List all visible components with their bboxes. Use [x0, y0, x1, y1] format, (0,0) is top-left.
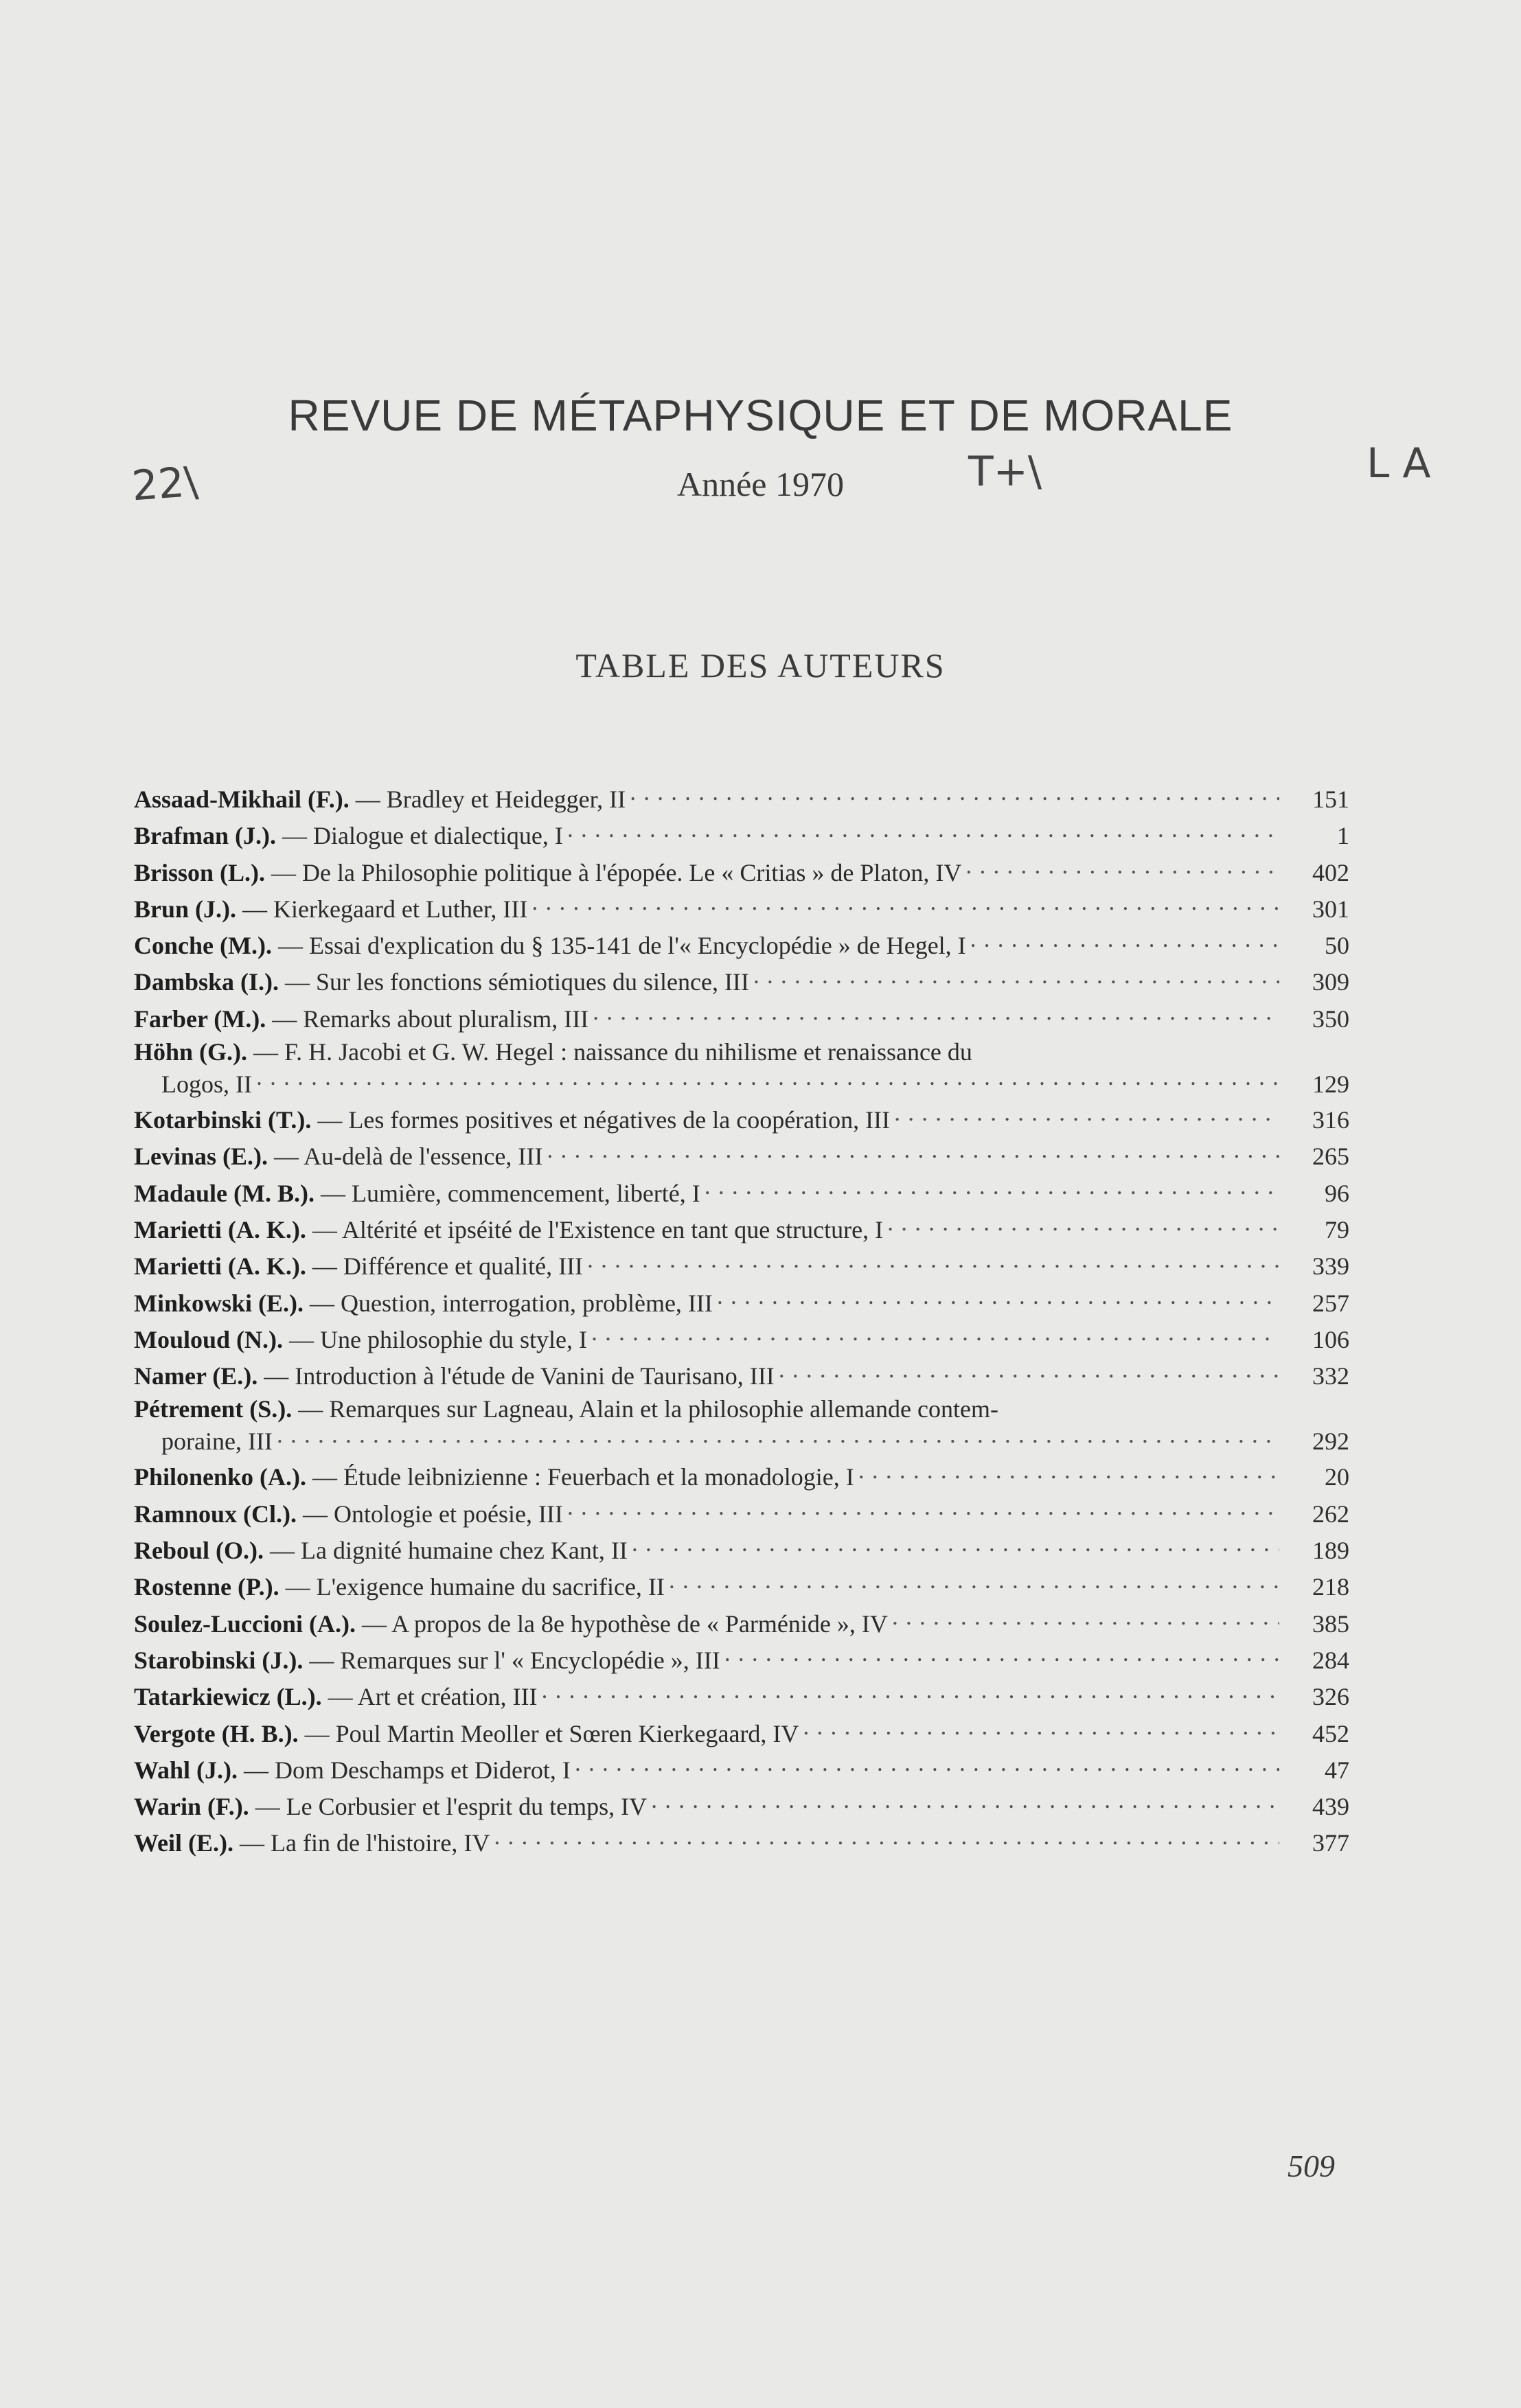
index-entry	[134, 891, 1349, 928]
entry-title: — Dialogue et dialectique, I	[282, 822, 563, 850]
index-entry	[134, 781, 1349, 818]
entry-author: Dambska (I.).	[134, 968, 279, 996]
index-entry	[134, 1001, 1349, 1037]
leader-dots	[630, 783, 1279, 807]
handwritten-note-left: 22\	[130, 457, 200, 511]
index-entry	[134, 1138, 1349, 1175]
entry-author: Ramnoux (Cl.).	[134, 1500, 297, 1528]
entry-author: Marietti (A. K.).	[134, 1252, 306, 1281]
index-entry	[134, 1679, 1349, 1715]
handwritten-note-right: L A	[1366, 439, 1431, 488]
leader-dots	[632, 1534, 1279, 1559]
entry-author: Warin (F.).	[134, 1793, 249, 1821]
entry-author: Farber (M.).	[134, 1005, 266, 1033]
entry-title: — Dom Deschamps et Diderot, I	[244, 1756, 571, 1784]
index-entry	[134, 1322, 1349, 1358]
entry-page: 106	[1312, 1325, 1349, 1353]
section-title: TABLE DES AUTEURS	[575, 646, 946, 685]
leader-dots	[803, 1717, 1279, 1742]
leader-dots	[651, 1790, 1279, 1815]
leader-dots	[567, 819, 1279, 844]
entry-title: — Les formes positives et négatives de la coopération, III	[317, 1106, 891, 1134]
entry-author: Namer (E.).	[134, 1362, 258, 1390]
index-entry	[134, 855, 1349, 891]
entry-title-continued: poraine, III	[161, 1427, 273, 1456]
entry-author: Pétrement (S.).	[134, 1395, 293, 1423]
entry-author: Weil (E.).	[134, 1829, 233, 1857]
entry-title: — La dignité humaine chez Kant, II	[270, 1537, 628, 1565]
entry-title: — Altérité et ipséité de l'Existence en tant que structure, I	[312, 1215, 884, 1243]
entry-title: — Le Corbusier et l'esprit du temps, IV	[255, 1793, 648, 1821]
entry-author: Brun (J.).	[134, 895, 237, 923]
year-label: Année 1970	[677, 465, 844, 503]
entry-title: — De la Philosophie politique à l'épopée. Le « Critias » de Platon, IV	[271, 858, 962, 886]
entry-title: — Ontologie et poésie, III	[303, 1500, 563, 1528]
entry-author: Madaule (M. B.).	[134, 1179, 315, 1207]
entry-title: — Remarques sur l' « Encyclopédie », III	[309, 1646, 720, 1674]
handwritten-note-middle: T+\	[968, 448, 1042, 496]
journal-title: REVUE DE MÉTAPHYSIQUE ET DE MORALE	[288, 391, 1233, 440]
entry-title: — La fin de l'histoire, IV	[239, 1829, 490, 1857]
leader-dots	[705, 1177, 1279, 1202]
entry-author: Höhn (G.).	[134, 1038, 248, 1066]
entry-page: 47	[1325, 1756, 1349, 1784]
entry-title: — Étude leibnizienne : Feuerbach et la monadologie, I	[312, 1463, 854, 1491]
entry-author: Reboul (O.).	[134, 1537, 264, 1565]
entry-title: — F. H. Jacobi et G. W. Hegel : naissance du nihilisme et renaissance du	[253, 1038, 972, 1066]
index-entry	[134, 1037, 1349, 1102]
entry-author: Brisson (L.).	[134, 858, 266, 886]
entry-page: 151	[1312, 786, 1349, 813]
entry-author: Brafman (J.).	[134, 822, 276, 850]
index-entry	[134, 1212, 1349, 1248]
entry-page: 20	[1325, 1463, 1349, 1491]
leader-dots	[724, 1644, 1279, 1669]
entry-title: — Kierkegaard et Luther, III	[242, 895, 528, 923]
leader-dots	[858, 1460, 1279, 1485]
leader-dots	[779, 1360, 1279, 1384]
entry-page: 439	[1312, 1793, 1349, 1821]
entry-page: 218	[1312, 1573, 1349, 1601]
entry-page: 326	[1312, 1683, 1349, 1711]
entry-page: 452	[1312, 1719, 1349, 1747]
leader-dots	[575, 1754, 1279, 1778]
entry-title: — Introduction à l'étude de Vanini de Taurisano, III	[264, 1362, 775, 1390]
leader-dots	[567, 1498, 1279, 1522]
entry-author: Marietti (A. K.).	[134, 1215, 306, 1243]
entry-author: Rostenne (P.).	[134, 1573, 279, 1601]
leader-dots	[887, 1213, 1279, 1238]
leader-dots	[965, 856, 1279, 881]
index-entry	[134, 1789, 1349, 1825]
leader-dots	[547, 1140, 1279, 1165]
entry-title: — Différence et qualité, III	[312, 1252, 584, 1281]
leader-dots	[717, 1287, 1279, 1311]
index-entry	[134, 1496, 1349, 1533]
page-number: 509	[1288, 2148, 1335, 2183]
index-entry	[134, 1569, 1349, 1605]
entry-author: Starobinski (J.).	[134, 1646, 304, 1674]
entry-page: 332	[1312, 1362, 1349, 1390]
index-entry	[134, 1358, 1349, 1395]
entry-author: Wahl (J.).	[134, 1756, 238, 1784]
entry-title: — A propos de la 8e hypothèse de « Parménide », IV	[361, 1609, 888, 1638]
index-entry	[134, 1248, 1349, 1285]
entry-page: 377	[1312, 1829, 1349, 1857]
entry-page: 339	[1312, 1252, 1349, 1281]
entry-page: 385	[1312, 1609, 1349, 1638]
leader-dots	[587, 1250, 1279, 1274]
entry-page: 292	[1312, 1427, 1349, 1456]
entry-title: — L'exigence humaine du sacrifice, II	[285, 1573, 665, 1601]
index-entry	[134, 1176, 1349, 1212]
leader-dots	[894, 1103, 1279, 1128]
entry-page: 350	[1312, 1005, 1349, 1033]
leader-dots	[256, 1068, 1279, 1092]
index-entry	[134, 1825, 1349, 1861]
entry-page: 50	[1325, 932, 1349, 960]
entry-page: 265	[1312, 1143, 1349, 1171]
index-entry	[134, 1716, 1349, 1752]
entry-author: Mouloud (N.).	[134, 1325, 284, 1353]
index-entry	[134, 1285, 1349, 1322]
entry-page: 257	[1312, 1289, 1349, 1317]
entry-title: — Lumière, commencement, liberté, I	[320, 1179, 700, 1207]
leader-dots	[593, 1002, 1279, 1027]
leader-dots	[531, 893, 1279, 917]
entry-page: 402	[1312, 858, 1349, 886]
index-entry	[134, 1752, 1349, 1789]
entry-title: — Au-delà de l'essence, III	[274, 1143, 543, 1171]
leader-dots	[970, 929, 1279, 954]
entry-title-continued: Logos, II	[161, 1070, 252, 1099]
entry-title: — Bradley et Heidegger, II	[355, 786, 626, 813]
entry-page: 309	[1312, 968, 1349, 996]
leader-dots	[669, 1570, 1279, 1595]
entry-page: 79	[1325, 1215, 1349, 1243]
entry-page: 189	[1312, 1537, 1349, 1565]
author-index	[134, 781, 1349, 1862]
entry-author: Tatarkiewicz (L.).	[134, 1683, 322, 1711]
entry-author: Vergote (H. B.).	[134, 1719, 299, 1747]
entry-title: — Remarques sur Lagneau, Alain et la philosophie allemande contem-	[298, 1395, 998, 1423]
entry-title: — Sur les fonctions sémiotiques du silence, III	[285, 968, 749, 996]
entry-title: — Question, interrogation, problème, III	[310, 1289, 713, 1317]
entry-title: — Essai d'explication du § 135-141 de l'« Encyclopédie » de Hegel, I	[277, 932, 966, 960]
entry-page: 1	[1337, 822, 1349, 850]
index-entry	[134, 818, 1349, 854]
entry-title: — Art et création, III	[328, 1683, 538, 1711]
index-entry	[134, 1102, 1349, 1138]
index-entry	[134, 1606, 1349, 1642]
index-entry	[134, 1395, 1349, 1459]
entry-title: — Une philosophie du style, I	[289, 1325, 587, 1353]
entry-page: 301	[1312, 895, 1349, 923]
leader-dots	[892, 1607, 1279, 1632]
entry-author: Minkowski (E.).	[134, 1289, 304, 1317]
leader-dots	[591, 1323, 1279, 1348]
entry-page: 284	[1312, 1646, 1349, 1674]
entry-page: 129	[1312, 1070, 1349, 1099]
index-entry	[134, 964, 1349, 1000]
index-entry	[134, 1533, 1349, 1569]
entry-author: Kotarbinski (T.).	[134, 1106, 312, 1134]
entry-author: Conche (M.).	[134, 932, 272, 960]
entry-title: — Poul Martin Meoller et Sœren Kierkegaard, IV	[304, 1719, 799, 1747]
entry-page: 316	[1312, 1106, 1349, 1134]
entry-author: Soulez-Luccioni (A.).	[134, 1609, 356, 1638]
leader-dots	[494, 1826, 1279, 1851]
index-entry	[134, 1642, 1349, 1679]
entry-author: Levinas (E.).	[134, 1143, 268, 1171]
entry-title: — Remarks about pluralism, III	[272, 1005, 589, 1033]
entry-author: Assaad-Mikhail (F.).	[134, 786, 350, 813]
entry-page: 96	[1325, 1179, 1349, 1207]
index-entry	[134, 1459, 1349, 1495]
index-entry	[134, 928, 1349, 964]
leader-dots	[277, 1425, 1279, 1449]
leader-dots	[542, 1680, 1280, 1705]
entry-page: 262	[1312, 1500, 1349, 1528]
entry-author: Philonenko (A.).	[134, 1463, 307, 1491]
leader-dots	[753, 965, 1279, 990]
